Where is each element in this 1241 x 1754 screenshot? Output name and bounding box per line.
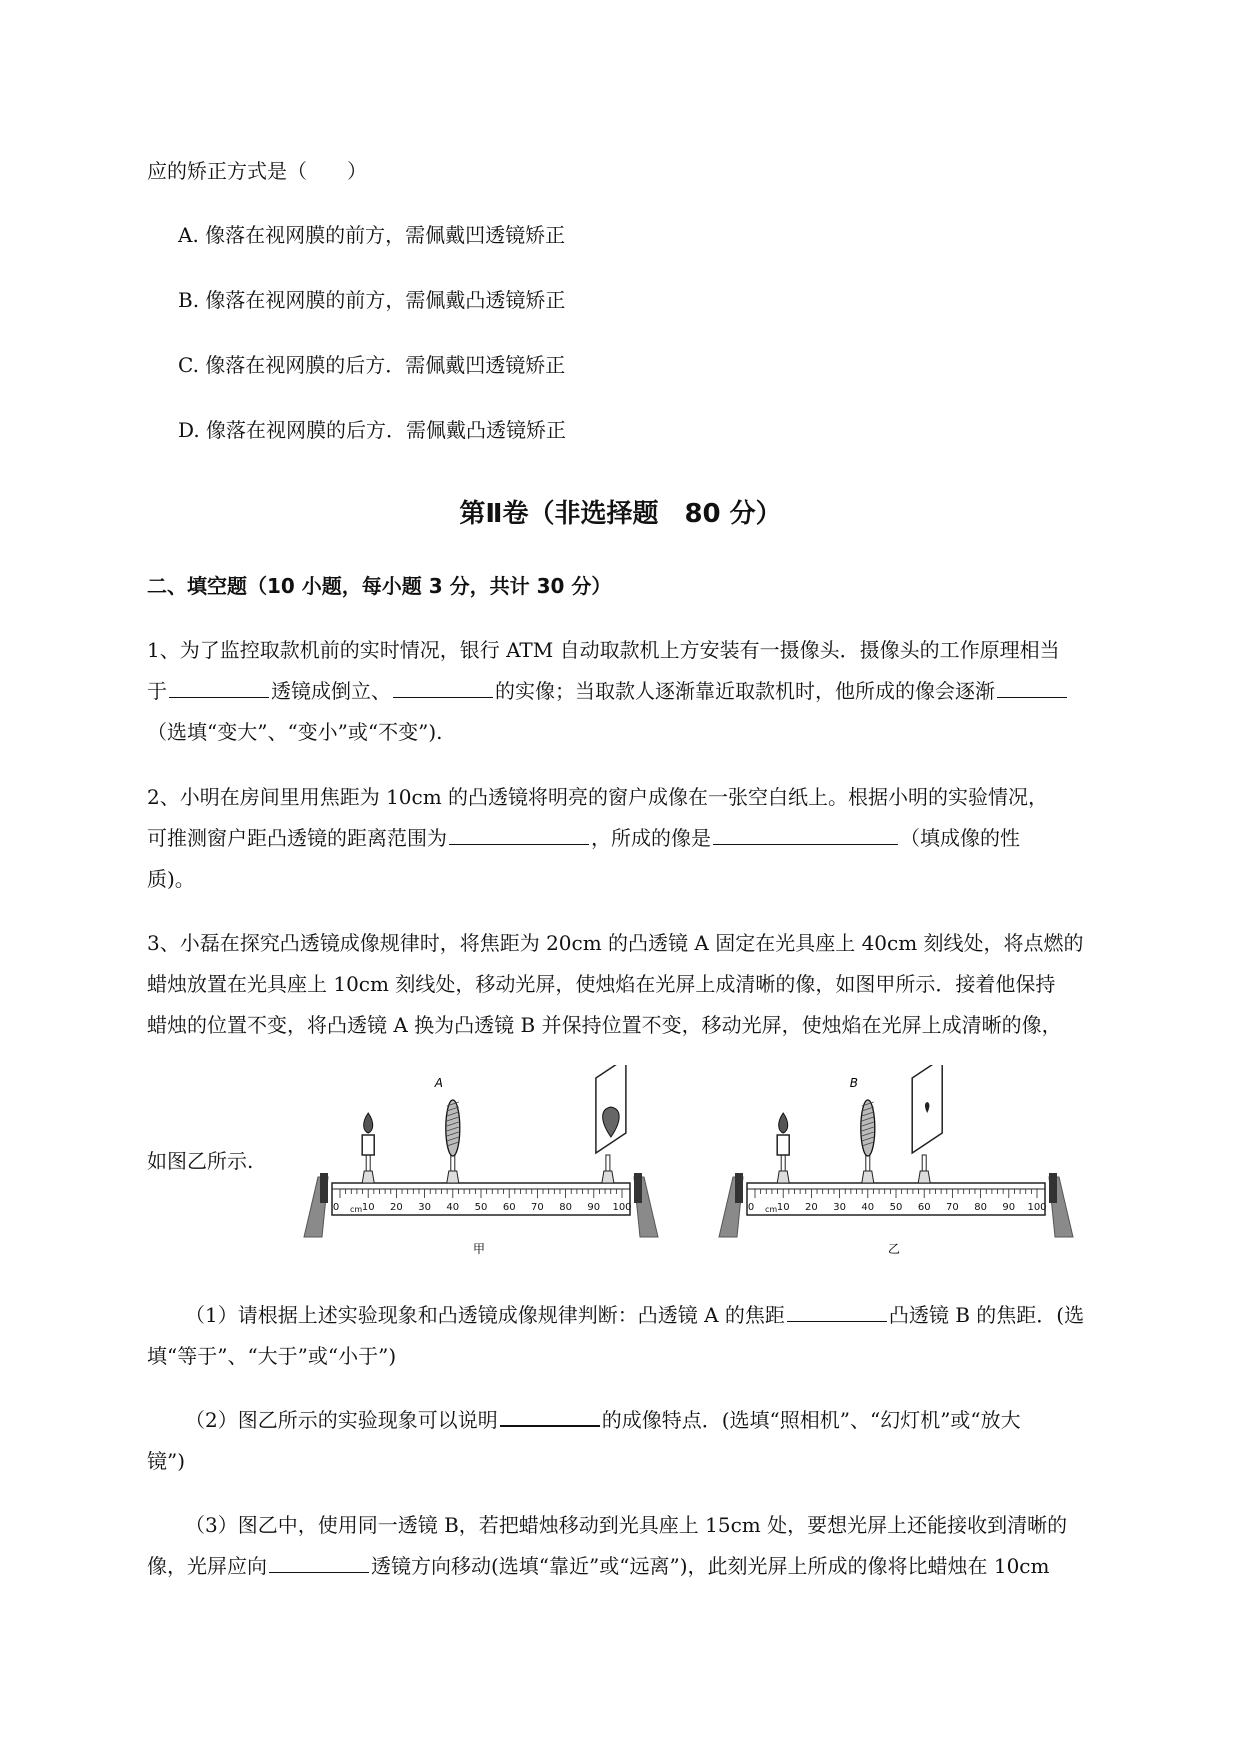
q2-blank-1[interactable] [449,824,589,845]
screen-holder [602,1171,614,1183]
convex-lens [861,1100,875,1156]
q2-line-1: 2、小明在房间里用焦距为 10cm 的凸透镜将明亮的窗户成像在一张空白纸上。根据小明的实验情况， [147,785,1049,809]
scale-tick-label: 20 [805,1202,818,1213]
q2-blank-2[interactable] [713,824,898,845]
q1-line-2 [147,676,1069,706]
lens-post [866,1155,870,1171]
q2-line-3: 质)。 [147,867,195,891]
screen-post [606,1155,610,1171]
candle-body [777,1135,789,1155]
q3-sub3-text-b: 透镜方向移动(选填“靠近”或“远离”)，此刻光屏上所成的像将比蜡烛在 10cm [371,1554,1050,1578]
scale-tick-label: 100 [612,1202,632,1213]
bench-end-clamp [320,1173,328,1203]
bench-end-clamp [1049,1173,1057,1203]
optical-bench-a [304,1065,658,1237]
candle-holder [777,1171,789,1183]
scale-tick-label: 60 [917,1202,931,1213]
scale-tick-label: 100 [1027,1202,1047,1213]
option-b: B. 像落在视网膜的前方，需佩戴凸透镜矫正 [178,288,566,312]
part-title: 第Ⅱ卷（非选择题 80 分） [459,499,782,529]
lens-holder [447,1171,459,1183]
scale-tick-label: 90 [1002,1202,1016,1213]
scale-tick-label: 20 [390,1202,403,1213]
scale-tick-label: 40 [861,1202,875,1213]
scale-tick-label: 80 [559,1202,572,1213]
candle-post [366,1155,370,1171]
scale-tick-label: 70 [531,1202,544,1213]
caption-b: 乙 [888,1242,901,1256]
bench-end-clamp [634,1173,642,1203]
scale-tick-label: 50 [889,1202,903,1213]
candle-flame-icon [364,1113,373,1133]
candle-holder [362,1171,374,1183]
q1-blank-1[interactable] [169,677,269,698]
q2-text-b: ，所成的像是 [591,826,711,850]
lens-b-label: B [849,1076,859,1090]
optical-bench-b [719,1065,1073,1237]
q3-sub1-text-a: （1）请根据上述实验现象和凸透镜成像规律判断：凸透镜 A 的焦距 [185,1303,785,1327]
q3-sub3-blank[interactable] [269,1552,369,1573]
scale-unit-label: cm [765,1205,778,1214]
q3-sub2-line-2: 镜”) [147,1449,186,1473]
q3-sub3-line-2 [147,1551,1049,1581]
q3-sub2-text-b: 的成像特点．(选填“照相机”、“幻灯机”或“放大 [601,1408,1021,1432]
scale-tick-label: 40 [446,1202,460,1213]
q2-text-a: 可推测窗户距凸透镜的距离范围为 [147,826,447,850]
q1-blank-2[interactable] [393,677,493,698]
option-a: A. 像落在视网膜的前方，需佩戴凹透镜矫正 [178,223,566,247]
candle-post [781,1155,785,1171]
q3-sub2-blank[interactable] [500,1405,600,1427]
bench-end-clamp [735,1173,743,1203]
scale-tick-label: 90 [587,1202,601,1213]
scale-tick-label: 10 [776,1202,790,1213]
q3-sub1-line-2: 填“等于”、“大于”或“小于”) [147,1344,397,1368]
q3-line-3: 蜡烛的位置不变，将凸透镜 A 换为凸透镜 B 并保持位置不变，移动光屏，使烛焰在光屏上成清晰的像， [147,1013,1062,1037]
scale-tick-label: 0 [747,1202,755,1213]
lens-post [451,1155,455,1171]
scale-tick-label: 80 [974,1202,987,1213]
q3-sub1-text-b: 凸透镜 B 的焦距．(选 [888,1303,1085,1327]
q2-text-c: （填成像的性 [900,826,1020,850]
question-stem: 应的矫正方式是（ ） [147,159,367,183]
candle-flame-icon [779,1113,788,1133]
q3-sub1-line-1 [185,1300,1084,1330]
caption-a: 甲 [473,1242,486,1256]
q1-line-1: 1、为了监控取款机前的实时情况，银行 ATM 自动取款机上方安装有一摄像头．摄像头的工作原理相当 [147,638,1060,662]
q1-blank-3[interactable] [997,677,1067,698]
scale-tick-label: 50 [474,1202,488,1213]
scale-unit-label: cm [350,1205,363,1214]
optical-bench-figure [300,1065,1120,1265]
section-title: 二、填空题（10 小题，每小题 3 分，共计 30 分） [147,574,612,598]
scale-tick-label: 70 [946,1202,959,1213]
option-d: D. 像落在视网膜的后方．需佩戴凸透镜矫正 [178,418,567,442]
q3-line-1: 3、小磊在探究凸透镜成像规律时，将焦距为 20cm 的凸透镜 A 固定在光具座上 40cm 刻线处，将点燃的 [147,931,1084,955]
q1-text-c: 的实像；当取款人逐渐靠近取款机时，他所成的像会逐渐 [495,679,995,703]
q3-line-2: 蜡烛放置在光具座上 10cm 刻线处，移动光屏，使烛焰在光屏上成清晰的像，如图甲所示．接着他保持 [147,972,1056,996]
q3-sub3-line-1: （3）图乙中，使用同一透镜 B，若把蜡烛移动到光具座上 15cm 处，要想光屏上还能接收到清晰的 [185,1513,1068,1537]
scale-tick-label: 0 [332,1202,340,1213]
q3-line-4: 如图乙所示. [147,1149,254,1173]
candle-body [362,1135,374,1155]
screen-holder [918,1171,930,1183]
lens-holder [862,1171,874,1183]
lens-a-label: A [434,1076,444,1090]
q3-sub1-blank[interactable] [787,1301,887,1322]
q1-line-3: （选填“变大”、“变小”或“不变”). [147,720,443,744]
q3-sub3-text-a: 像，光屏应向 [147,1554,267,1578]
q1-text-a: 于 [147,679,167,703]
scale-tick-label: 30 [418,1202,431,1213]
q1-text-b: 透镜成倒立、 [271,679,391,703]
scale-tick-label: 10 [361,1202,375,1213]
convex-lens [446,1100,460,1156]
q3-sub2-text-a: （2）图乙所示的实验现象可以说明 [185,1408,498,1432]
q2-line-2 [147,823,1020,853]
q3-sub2-line-1 [185,1405,1021,1435]
option-c: C. 像落在视网膜的后方．需佩戴凹透镜矫正 [178,353,566,377]
screen-post [922,1155,926,1171]
scale-tick-label: 30 [833,1202,846,1213]
scale-tick-label: 60 [502,1202,516,1213]
